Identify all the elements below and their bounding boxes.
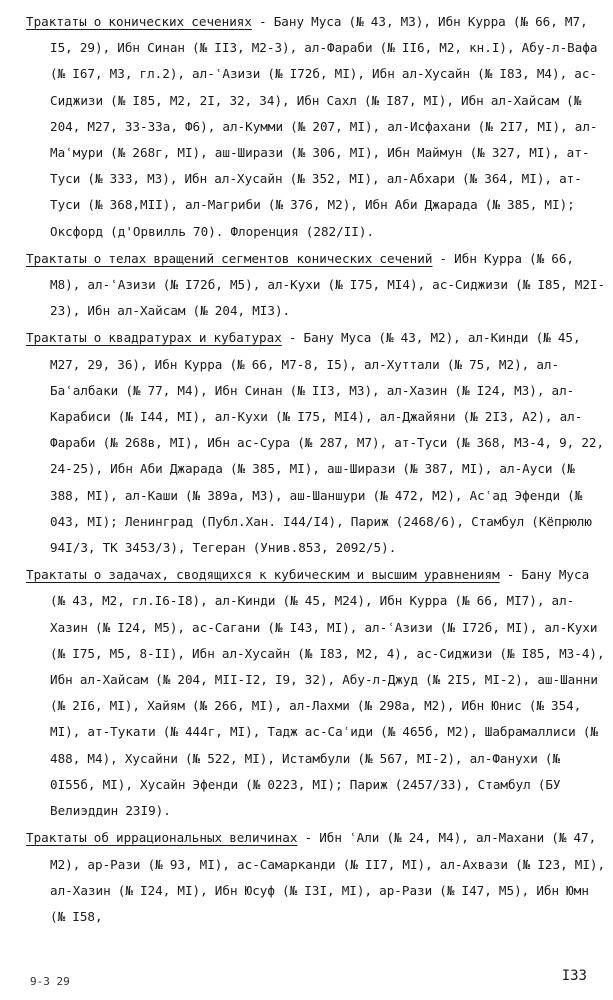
entry-body: - Ибн ʿАли (№ 24, М4), ал-Махани (№ 47, М2), ар-Рази (№ 93, МI), ас-Самарканди (№ II7, МI), ал-Ахвази (№ I23, МI), ал-Хазин (№ I24, МI), Ибн Юсуф (№ I3I, МI), ар-Рази (№ I47, М5), Ибн Юмн (№ I58, (50, 830, 606, 924)
entry-solids-of-revolution (26, 246, 606, 325)
entry-heading: Трактаты о телах вращений сегментов конических сечений (26, 250, 433, 266)
entry-irrational-quantities (26, 825, 606, 930)
entry-conic-sections (26, 9, 606, 245)
entry-heading: Трактаты о задачах, сводящихся к кубическим и высшим уравнениям (26, 567, 500, 583)
printer-signature: 9-3 29 (30, 975, 70, 988)
entry-body: - Бану Муса (№ 43, М2, гл.I6-I8), ал-Кинди (№ 45, М24), Ибн Курра (№ 66, МI7), ал-Хазин (№ I24, М5), ас-Сагани (№ I43, МI), ал-ʿАзизи (№ I72б, МI), ал-Кухи (№ I75, М5, 8-II), Ибн ал-Хусайн (№ I83, М2, 4), ас-Сиджизи (№ I85, М3-4), Ибн ал-Хайсам (№ 204, МII-I2, I9, 32), Абу-л-Джуд (№ 2I5, МI-2), аш-Шанни (№ 2I6, МI), Хайям (№ 266, МI), ал-Лахми (№ 298а, М2), Ибн Юнис (№ 354, МI), ат-Тукати (№ 444г, МI), Тадж ас-Саʿиди (№ 465б, М2), Шабрамаллиси (№ 488, М4), Хусайни (№ 522, МI), Истамбули (№ 567, МI-2), ал-Фанухи (№ 0I55б, МI), Хусайн Эфенди (№ 0223, МI); Париж (2457/33), Стамбул (БУ Велиэддин 23I9). (50, 567, 605, 819)
entry-heading: Трактаты о конических сечениях (26, 14, 252, 29)
entry-body: - Бану Муса (№ 43, М3), Ибн Курра (№ 66, М7, I5, 29), Ибн Синан (№ II3, М2-3), ал-Фараби (№ II6, М2, кн.I), Абу-л-Вафа (№ I67, М3, гл.2), ал-ʿАзизи (№ I72б, МI), Ибн ал-Хусайн (№ I83, М4), ас-Сиджизи (№ I85, М2, 2I, 32, 34), Ибн Сахл (№ I87, МI), Ибн ал-Хайсам (№ 204, М27, 33-33а, Ф6), ал-Кумми (№ 207, МI), ал-Исфахани (№ 2I7, МI), ал-Маʿмури (№ 268г, МI), аш-Ширази (№ 306, МI), Ибн Маймун (№ 327, МI), ат-Туси (№ 333, М3), Ибн ал-Хусайн (№ 352, МI), ал-Абхари (№ 364, МI), ат-Туси (№ 368,МII), ал-Магриби (№ 376, М2), Ибн Аби Джарада (№ 385, МI); Оксфорд (д'Орвилль 70). Флоренция (282/II). (50, 14, 598, 239)
entry-list (26, 9, 606, 931)
entry-body: - Ибн Курра (№ 66, М8), ал-ʿАзизи (№ I72б, М5), ал-Кухи (№ I75, МI4), ас-Сиджизи (№ I85, М2I-23), Ибн ал-Хайсам (№ 204, МI3). (50, 250, 606, 319)
entry-cubic-equations (26, 562, 606, 824)
entry-body: - Бану Муса (№ 43, М2), ал-Кинди (№ 45, М27, 29, 36), Ибн Курра (№ 66, М7-8, I5), ал-Хуттали (№ 75, М2), ал-Баʿалбаки (№ 77, М4), Ибн Синан (№ II3, М3), ал-Хазин (№ I24, М3), ал-Карабиси (№ I44, МI), ал-Кухи (№ I75, МI4), ал-Джайяни (№ 2I3, А2), ал-Фараби (№ 268в, МI), Ибн ас-Сура (№ 287, М7), ат-Туси (№ 368, М3-4, 9, 22, 24-25), Ибн Аби Джарада (№ 385, МI), аш-Ширази (№ 387, МI), ал-Ауси (№ 388, МI), ал-Каши (№ 389а, М3), аш-Шаншури (№ 472, М2), Асʿад Эфенди (№ 043, МI); Ленинград (Публ.Хан. I44/I4), Париж (2468/6), Стамбул (Кёпрюлю 94I/3, ТК 3453/3), Тегеран (Унив.853, 2092/5). (50, 330, 605, 556)
entry-quadratures-cubatures (26, 325, 606, 561)
entry-heading: Трактаты о квадратурах и кубатурах (26, 330, 282, 346)
entry-heading: Трактаты об иррациональных величинах (26, 830, 298, 846)
page-number: I33 (561, 968, 587, 984)
